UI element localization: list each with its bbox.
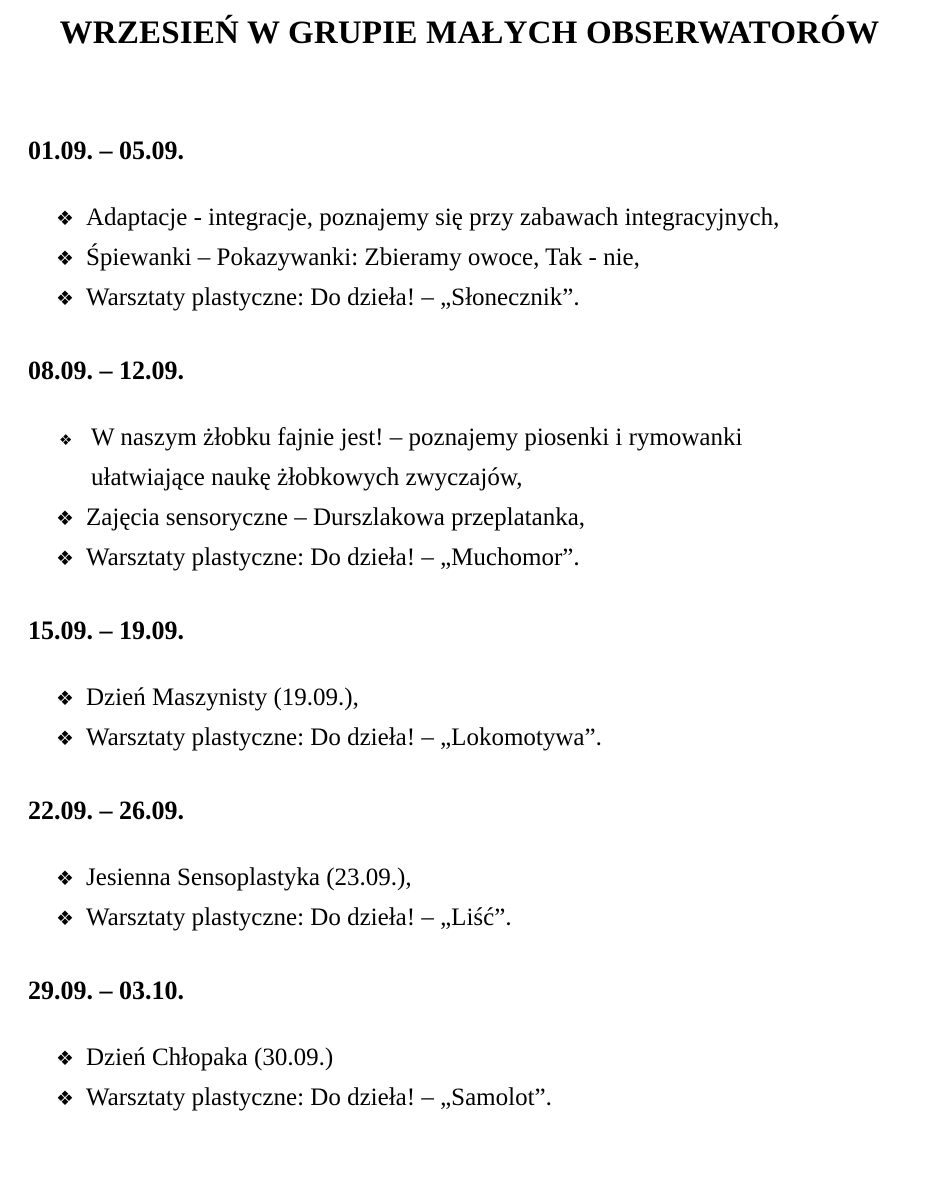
bullet-icon: ❖ xyxy=(56,206,74,230)
list-item xyxy=(56,418,911,498)
schedule-list xyxy=(28,678,911,758)
list-item-text: Śpiewanki – Pokazywanki: Zbieramy owoce, Tak - nie, xyxy=(86,244,640,271)
list-item-text: Adaptacje - integracje, poznajemy się przy zabawach integracyjnych, xyxy=(86,204,780,231)
schedule-section xyxy=(28,356,911,578)
list-item xyxy=(56,858,911,898)
bullet-icon: ❖ xyxy=(56,286,74,310)
list-item-text: Dzień Maszynisty (19.09.), xyxy=(86,684,359,711)
bullet-icon: ❖ xyxy=(56,726,74,750)
list-item xyxy=(56,498,911,538)
bullet-icon: ❖ xyxy=(56,1046,74,1070)
schedule-list xyxy=(28,198,911,318)
schedule-list xyxy=(28,1038,911,1118)
list-item xyxy=(56,278,911,318)
list-item-text: Warsztaty plastyczne: Do dzieła! – „Liść”. xyxy=(86,904,512,931)
list-item xyxy=(56,898,911,938)
list-item xyxy=(56,238,911,278)
section-heading: 15.09. – 19.09. xyxy=(28,616,184,645)
bullet-icon: ❖ xyxy=(56,246,74,270)
bullet-icon: ❖ xyxy=(56,866,74,890)
list-item xyxy=(56,1078,911,1118)
schedule-section xyxy=(28,136,911,318)
bullet-icon: ❖ xyxy=(56,506,74,530)
bullet-icon: ❖ xyxy=(56,1086,74,1110)
list-item-text: Warsztaty plastyczne: Do dzieła! – „Lokomotywa”. xyxy=(86,724,602,751)
schedule-list xyxy=(28,858,911,938)
list-item xyxy=(56,538,911,578)
list-item xyxy=(56,678,911,718)
list-item xyxy=(56,718,911,758)
list-item-text: Jesienna Sensoplastyka (23.09.), xyxy=(86,864,412,891)
section-heading: 22.09. – 26.09. xyxy=(28,796,184,825)
bullet-icon: ❖ xyxy=(59,431,73,449)
schedule-section xyxy=(28,796,911,938)
list-item-text: W naszym żłobku fajnie jest! – poznajemy piosenki i rymowanki ułatwiające naukę żłobkowych zwyczajów, xyxy=(91,424,743,491)
section-heading: 29.09. – 03.10. xyxy=(28,976,184,1005)
bullet-icon: ❖ xyxy=(56,686,74,710)
list-item xyxy=(56,198,911,238)
list-item-text: Warsztaty plastyczne: Do dzieła! – „Muchomor”. xyxy=(86,544,580,571)
schedule-section xyxy=(28,976,911,1118)
schedule-list xyxy=(28,418,911,578)
list-item xyxy=(56,1038,911,1078)
page-title: WRZESIEŃ W GRUPIE MAŁYCH OBSERWATORÓW xyxy=(59,15,880,51)
section-heading: 01.09. – 05.09. xyxy=(28,136,184,165)
list-item-text: Dzień Chłopaka (30.09.) xyxy=(86,1044,334,1071)
section-heading: 08.09. – 12.09. xyxy=(28,356,184,385)
list-item-text: Warsztaty plastyczne: Do dzieła! – „Słonecznik”. xyxy=(86,284,580,311)
list-item-text: Warsztaty plastyczne: Do dzieła! – „Samolot”. xyxy=(86,1084,552,1111)
bullet-icon: ❖ xyxy=(56,546,74,570)
list-item-text: Zajęcia sensoryczne – Durszlakowa przeplatanka, xyxy=(86,504,586,531)
schedule-section xyxy=(28,616,911,758)
bullet-icon: ❖ xyxy=(56,906,74,930)
